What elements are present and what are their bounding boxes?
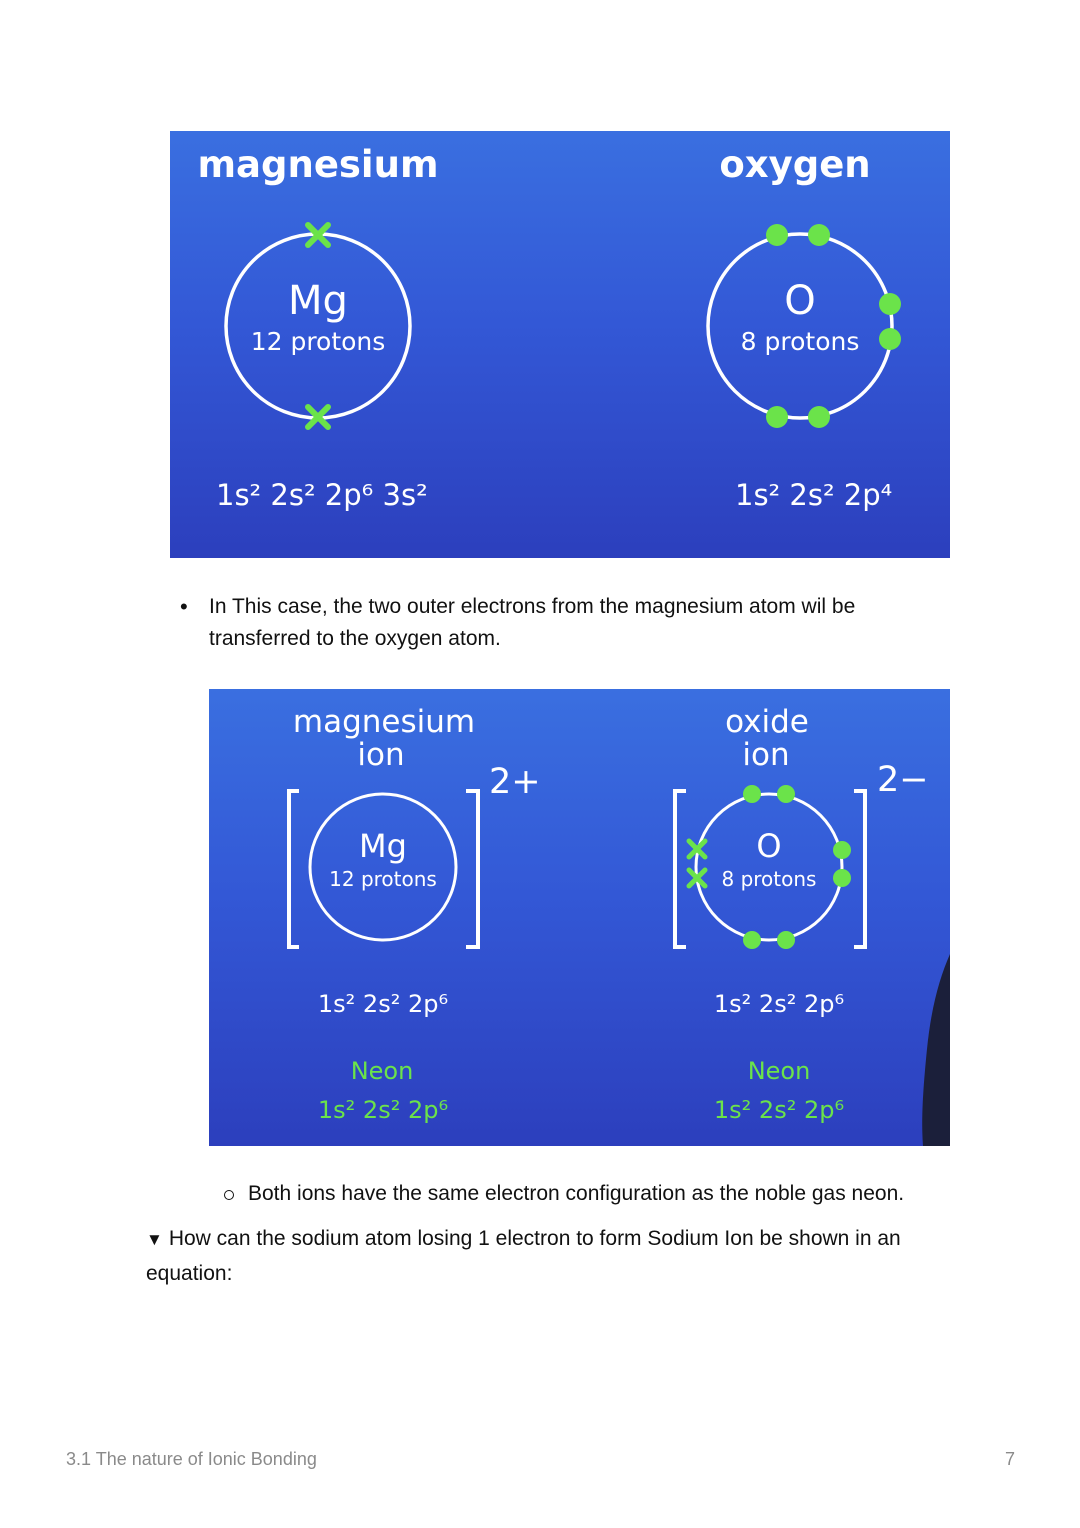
sub-bullet-text: Both ions have the same electron configuration as the noble gas neon. xyxy=(248,1182,905,1205)
o-ion-electron xyxy=(833,841,851,859)
bullet-text: In This case, the two outer electrons from the magnesium atom wil be transferred to the oxygen atom. xyxy=(209,595,856,650)
magnesium-oxide-ions-image xyxy=(209,689,950,1146)
oxygen-title: oxygen xyxy=(719,143,871,186)
o-electron-config: 1s² 2s² 2p⁴ xyxy=(735,478,893,512)
o-ion-right-bracket xyxy=(854,791,865,947)
mg-ion-electron-config: 1s² 2s² 2p⁶ xyxy=(317,990,449,1018)
hollow-bullet-icon xyxy=(224,1190,234,1200)
o-shell xyxy=(708,234,892,418)
o-ion-symbol: O xyxy=(756,827,782,865)
o-electron xyxy=(879,328,901,350)
mg-symbol: Mg xyxy=(288,278,348,324)
atoms-diagram xyxy=(170,131,950,558)
o-ion-electron xyxy=(833,869,851,887)
oxide-ion-title-line2: ion xyxy=(742,737,790,773)
o-ion-protons: 8 protons xyxy=(721,867,817,891)
o-noble-gas-label: Neon xyxy=(747,1057,811,1085)
sub-bullet-item-same-configuration xyxy=(222,1178,982,1210)
mg-ion-protons: 12 protons xyxy=(329,867,437,891)
toggle-triangle-icon[interactable]: ▼ xyxy=(146,1230,163,1249)
bullet-item-electron-transfer xyxy=(180,591,940,655)
mg-noble-gas-config: 1s² 2s² 2p⁶ xyxy=(317,1096,449,1124)
oxide-ion-title-line1: oxide xyxy=(725,704,809,740)
o-ion-electron xyxy=(743,931,761,949)
o-electron xyxy=(808,406,830,428)
o-noble-gas-config: 1s² 2s² 2p⁶ xyxy=(713,1096,845,1124)
o-electron xyxy=(808,224,830,246)
toggle-block-sodium-question[interactable] xyxy=(146,1222,946,1291)
mg-electron-config: 1s² 2s² 2p⁶ 3s² xyxy=(216,478,428,512)
toggle-question-text: How can the sodium atom losing 1 electron to form Sodium Ion be shown in an equation: xyxy=(146,1227,901,1285)
o-ion-charge: 2− xyxy=(877,760,929,800)
o-ion-electron xyxy=(777,931,795,949)
mg-ion-left-bracket xyxy=(289,791,299,947)
mg-ion-symbol: Mg xyxy=(359,827,407,865)
mg-ion-right-bracket xyxy=(466,791,478,947)
o-symbol: O xyxy=(784,278,816,324)
ions-diagram xyxy=(209,689,950,1146)
mg-noble-gas-label: Neon xyxy=(350,1057,414,1085)
o-ion-left-bracket xyxy=(675,791,686,947)
o-ion-electron xyxy=(777,785,795,803)
o-ion-electron-config: 1s² 2s² 2p⁶ xyxy=(713,990,845,1018)
magnesium-ion-title-line2: ion xyxy=(357,737,405,773)
magnesium-title: magnesium xyxy=(197,143,439,186)
footer-document-title: 3.1 The nature of Ionic Bonding xyxy=(66,1449,317,1469)
magnesium-ion-title-line1: magnesium xyxy=(292,704,476,740)
o-electron xyxy=(766,406,788,428)
mg-ion-charge: 2+ xyxy=(489,762,541,802)
o-electron xyxy=(879,293,901,315)
o-ion-electron xyxy=(743,785,761,803)
magnesium-oxygen-atoms-image xyxy=(170,131,950,558)
mg-shell xyxy=(226,234,410,418)
bullet-dot: • xyxy=(180,594,188,619)
o-protons: 8 protons xyxy=(740,327,860,356)
o-electrons xyxy=(766,224,901,428)
o-electron xyxy=(766,224,788,246)
footer-page-number: 7 xyxy=(1004,1449,1015,1469)
mg-protons: 12 protons xyxy=(250,327,386,356)
presenter-silhouette xyxy=(922,954,950,1146)
